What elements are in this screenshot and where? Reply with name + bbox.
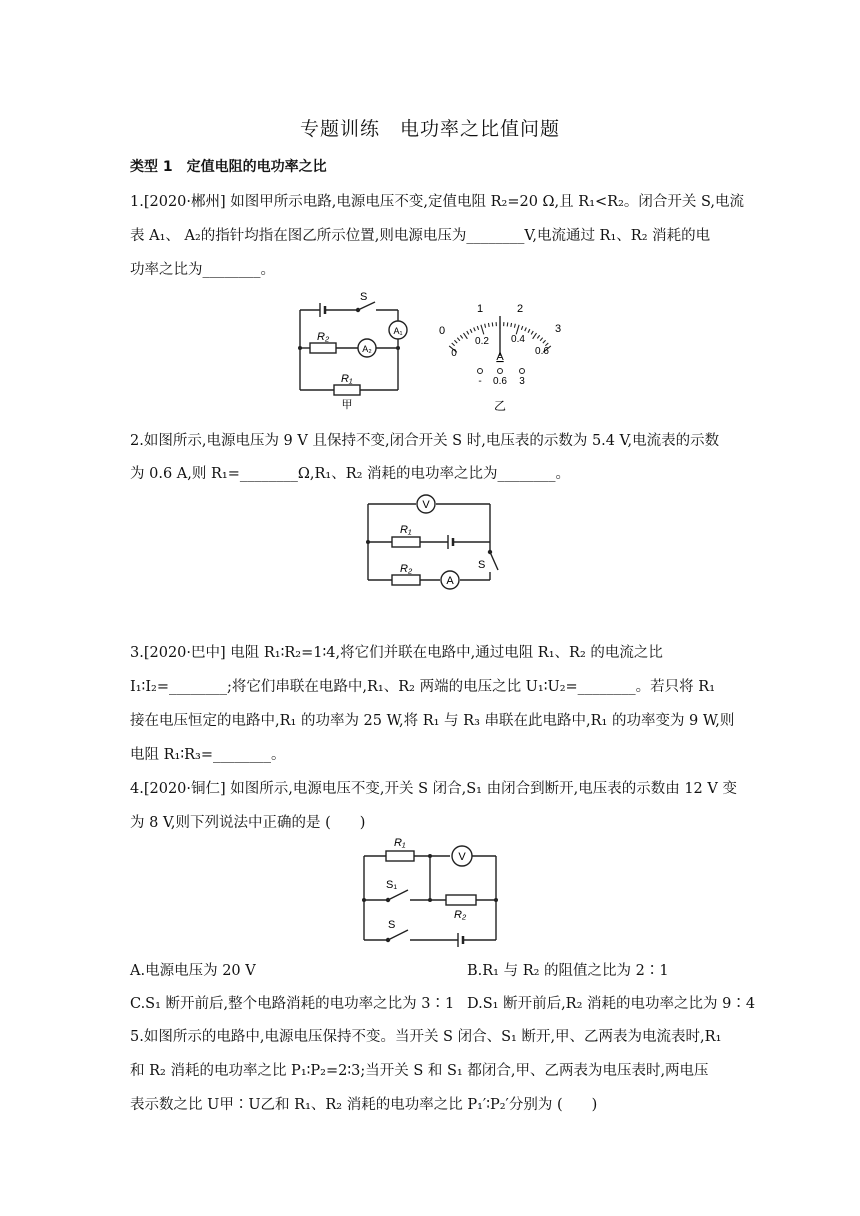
q2-line2: 为 0.6 A,则 R₁=________Ω,R₁、R₂ 消耗的电功率之比为________。	[130, 466, 571, 482]
dial-tick	[511, 323, 512, 327]
q1-line2: 表 A₁、 A₂的指针均指在图乙所示位置,则电源电压为________V,电流通过 R₁、R₂ 消耗的电	[130, 228, 711, 244]
dial-tick	[488, 323, 489, 327]
dial-tick	[531, 331, 533, 334]
dial-tick	[540, 338, 543, 341]
meter-bottom-04: 0.4	[511, 334, 525, 345]
q2-r1-label: R₁	[400, 524, 412, 536]
q2-r2-label: R₂	[400, 563, 413, 575]
q1-r1-label: R₁	[341, 373, 353, 385]
dial-tick	[452, 343, 455, 346]
dial-tick	[454, 340, 457, 343]
meter-bottom-0: 0	[451, 348, 457, 359]
dial-tick	[528, 329, 530, 333]
q5-line1: 5.如图所示的电路中,电源电压保持不变。当开关 S 闭合、S₁ 断开,甲、乙两表为电流表时,R₁	[130, 1029, 722, 1045]
q2-circuit	[360, 492, 510, 592]
q2-line1: 2.如图所示,电源电压为 9 V 且保持不变,闭合开关 S 时,电压表的示数为 5.4 V,电流表的示数	[130, 433, 720, 449]
meter-terminal-06: 0.6	[493, 376, 507, 387]
dial-tick	[474, 327, 476, 331]
meter-bottom-06: 0.6	[535, 346, 549, 357]
q4-option-d[interactable]: D.S₁ 断开前后,R₂ 消耗的电功率之比为 9∶4	[467, 996, 756, 1012]
q4-voltmeter-label: V	[458, 851, 466, 863]
dial-tick	[463, 333, 467, 339]
dial-tick	[485, 324, 486, 328]
q2-ammeter-label: A	[446, 575, 454, 587]
dial-tick	[514, 324, 515, 328]
q4-option-c[interactable]: C.S₁ 断开前后,整个电路消耗的电功率之比为 3∶1	[130, 996, 455, 1012]
q1-fig-yi-caption: 乙	[493, 399, 507, 413]
q2-voltmeter-label: V	[422, 499, 430, 511]
meter-terminal-3: 3	[519, 376, 525, 387]
q1-meter-yi	[432, 296, 572, 416]
q3-line3: 接在电压恒定的电路中,R₁ 的功率为 25 W,将 R₁ 与 R₃ 串联在此电路中,R₁ 的功率变为 9 W,则	[130, 713, 735, 729]
dial-tick	[533, 333, 537, 339]
q3-line1: 3.[2020·巴中] 电阻 R₁∶R₂=1∶4,将它们并联在电路中,通过电阻 R₁、R₂ 的电流之比	[130, 645, 663, 661]
meter-top-2: 2	[516, 303, 524, 315]
q4-circuit	[352, 832, 510, 950]
q3-line4: 电阻 R₁∶R₃=________。	[130, 747, 286, 763]
dial-tick	[481, 325, 484, 335]
q4-option-b[interactable]: B.R₁ 与 R₂ 的阻值之比为 2∶1	[467, 963, 669, 979]
q4-line2: 为 8 V,则下列说法中正确的是 ( )	[130, 815, 366, 831]
q5-line3: 表示数之比 U甲∶U乙和 R₁、R₂ 消耗的电功率之比 P₁′∶P₂′分别为 ( )	[130, 1097, 598, 1113]
q4-r2-label: R₂	[454, 909, 467, 921]
dial-tick	[521, 326, 522, 330]
q1-line3: 功率之比为________。	[130, 262, 275, 278]
q2-switch-label: S	[478, 559, 486, 571]
q4-r1-label: R₁	[394, 837, 406, 849]
meter-bottom-02: 0.2	[475, 336, 489, 347]
q1-switch-label: S	[360, 291, 368, 303]
q4-s1-label: S₁	[386, 879, 398, 891]
meter-top-0: 0	[438, 325, 446, 337]
q1-line1: 1.[2020·郴州] 如图甲所示电路,电源电压不变,定值电阻 R₂=20 Ω,且 R₁<R₂。闭合开关 S,电流	[130, 194, 745, 210]
dial-tick	[525, 327, 527, 331]
dial-tick	[516, 325, 519, 335]
q1-circuit-jia	[290, 290, 410, 414]
q4-line1: 4.[2020·铜仁] 如图所示,电源电压不变,开关 S 闭合,S₁ 由闭合到断开,电压表的示数由 12 V 变	[130, 781, 737, 797]
q3-line2: I₁∶I₂=________;将它们串联在电路中,R₁、R₂ 两端的电压之比 U₁∶U₂=________。若只将 R₁	[130, 679, 716, 695]
dial-tick	[457, 338, 460, 341]
q1-ammeter-a1-label: A₁	[393, 326, 403, 336]
dial-tick	[543, 340, 546, 343]
q4-option-a[interactable]: A.电源电压为 20 V	[130, 963, 256, 979]
q4-s-label: S	[388, 919, 396, 931]
meter-terminal-neg: -	[478, 376, 482, 387]
meter-top-1: 1	[476, 303, 484, 315]
q5-line2: 和 R₂ 消耗的电功率之比 P₁∶P₂=2∶3;当开关 S 和 S₁ 都闭合,甲、乙两表为电压表时,两电压	[130, 1063, 709, 1079]
q1-r2-label: R₂	[317, 331, 330, 343]
dial-tick	[460, 335, 462, 338]
q1-fig-jia-caption: 甲	[341, 399, 353, 411]
meter-unit: A	[496, 351, 504, 363]
meter-top-3: 3	[554, 323, 562, 335]
dial-tick	[467, 331, 469, 334]
page-title: 专题训练 电功率之比值问题	[299, 118, 560, 140]
dial-tick	[470, 329, 472, 333]
q1-ammeter-a2-label: A₂	[362, 344, 372, 354]
dial-tick	[477, 326, 478, 330]
dial-tick	[537, 335, 539, 338]
section-heading: 类型 1 定值电阻的电功率之比	[130, 159, 327, 175]
